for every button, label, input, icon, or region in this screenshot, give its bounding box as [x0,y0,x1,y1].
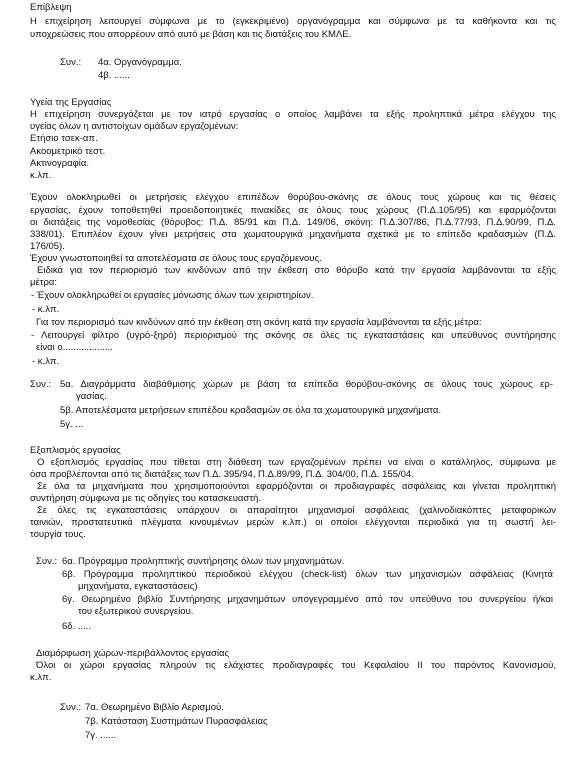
paragraph-line: κ.λπ. [30,672,52,683]
paragraph-line: υγείας όλων η αντιστοίχων ομάδων εργαζομένων: [30,121,239,132]
paragraph-line: Έχουν γνωστοποιηθεί τα αποτελέσματα σε όλους τους εργαζόμενους. [30,253,322,264]
attachments-label: Συν.: [36,556,58,567]
paragraph-line: Έχουν ολοκληρωθεί οι μετρήσεις ελέγχου επιπέδων θορύβου-σκόνης σε όλους τους χώρους και τις θέσεις [30,192,556,203]
attachment-item: 6α. Πρόγραμμα προληπτικής συντήρησης όλων των μηχανημάτων. [62,556,345,567]
paragraph-line: συντήρηση σύμφωνα με τις οδηγίες του κατασκευαστή. [30,493,261,504]
attachments-label: Συν.: [60,702,82,713]
attachment-item: 6δ. ..... [62,621,92,632]
section-heading: Διαμόρφωση χώρων-περιβάλλοντος εργασίας [36,648,230,659]
attachment-item: 5α. Διαγράμματα διαβάθμισης χώρων με βάση τα επίπεδα θορύβου-σκόνης σε όλους τους χώρους ερ- [60,379,553,390]
paragraph-line: 338/01). Επιπλέον έχουν γίνει μετρήσεις στα χωματουργικά μηχανήματα σχετικά με το επίπεδο κραδασμών (Π.Δ. [30,229,556,240]
measure-item: - κ.λπ. [32,304,60,315]
measure-item: είναι ο................... [36,342,113,353]
paragraph-line: ταινιών, προστατευτικά πλέγματα κινουμένων μερών κ.λπ.) οι οποίοι ελέγχονται περιοδικά για τη σωστή λει- [30,517,556,528]
attachment-item: 5β. Αποτελέσματα μετρήσεων επιπέδου κραδασμών σε όλα τα χωματουργικά μηχανήματα. [60,405,441,416]
attachment-item: 7α. Θεωρημένο Βιβλίο Αερισμού. [85,702,224,713]
attachment-item: του εξωτερικού συνεργείου. [78,606,194,617]
paragraph-line: Σε όλα τα μηχανήματα που χρησιμοποιούνται εφαρμόζονται οι προδιαγραφές ασφάλειας και γίνεται προληπτική [37,481,556,492]
measure-item: - Έχουν ολοκληρωθεί οι εργασίες μόνωσης όλων των χειριστηρίων. [31,290,314,301]
measure-item: - Λειτουργεί φίλτρο (υγρό-ξηρό) περιορισμού της σκόνης σε όλες τις εγκαταστάσεις και υπεύθυνος συντήρησης [31,330,556,341]
attachment-item: 5γ. ... [60,419,84,430]
attachment-item: γασίας. [76,391,107,402]
paragraph-line: Ειδικά για τον περιορισμό των κινδύνων από την έκθεση στο θόρυβο κατά την εργασία λαμβάνονται τα εξής [37,265,556,276]
paragraph-line: οι διατάξεις της νομοθεσίας (θόρυβος: Π.Δ. 85/91 και Π.Δ. 149/06, σκόνη: Π.Δ.307/86, Π.Δ.77/93, Π.Δ.90/99, Π.Δ. [30,217,556,228]
attachment-item: 6β. Πρόγραμμα προληπτικού περιοδικού ελέγχου (check-list) όλων των μηχανισμών ασφάλειας (Κινητά [62,569,553,580]
paragraph-line: Για τον περιορισμό των κινδύνων από την έκθεση στη σκόνη κατά την εργασία λαμβάνονται τα εξής μέτρα: [36,317,482,328]
health-check-item: κ.λπ. [30,170,52,181]
health-check-item: Ετήσιο τσεκ-απ. [30,133,98,144]
attachment-item: μηχανήματα, εγκαταστάσεις) [78,581,198,592]
paragraph-line: 176/05). [30,241,65,252]
paragraph-line: Σε όλες τις εγκαταστάσεις υπάρχουν οι απαραίτητοι μηχανισμοί ασφάλειας (χαλινοδιακόπτες μεταφορικών [37,505,556,516]
section-heading: Υγεία της Εργασίας [30,97,112,108]
paragraph-line: Όλοι οι χώροι εργασίας πληρούν τις ελάχιστες προδιαγραφές του Κεφαλαίου ΙΙ του παρόντος Κανονισμού, [36,660,556,671]
attachments-label: Συν.: [60,57,82,68]
paragraph-line: όσα προβλέπονται από τις διατάξεις των Π.Δ. 395/94, Π.Δ.89/99, Π.Δ. 304/00, Π.Δ. 155/04. [30,469,414,480]
paragraph-line: Η επιχείρηση λειτουργεί σύμφωνα με το (εγκεκριμένο) οργανόγραμμα και σύμφωνα με τα καθήκοντα και τις [30,16,556,27]
attachment-item: 6γ. Θεωρημένο βιβλίο Συντήρησης μηχανημάτων υπογεγραμμένο από τον υπεύθυνο του συνεργείου ή/και [62,594,553,605]
attachment-item: 4β. ...... [98,70,130,81]
paragraph-line: τουργία τους. [30,529,86,540]
paragraph-line: Η επιχείρηση συνεργάζεται με τον ιατρό εργασίας ο οποίος λαμβάνει τα εξής προληπτικά μέτρα ελέγχου της [30,109,556,120]
paragraph-line: Ο εξοπλισμός εργασίας που τίθεται στη διάθεση των εργαζομένων πρέπει να είναι ο κατάλληλος, σύμφωνα με [37,457,556,468]
paragraph-line: εργασίας, έχουν τοποθετηθεί προειδοποιητικές πινακίδες σε όλους τους χώρους (Π.Δ.105/95) και εφαρμόζονται [30,205,556,216]
attachments-label: Συν.: [30,379,52,390]
measure-item: - κ.λπ. [32,356,60,367]
paragraph-line: μέτρα: [30,277,57,288]
health-check-item: Ακοομετρικό τεστ. [30,146,106,157]
paragraph-line: υποχρεώσεις που απορρέουν από αυτό με βάση και τις διατάξεις του ΚΜΛΕ. [30,29,352,40]
section-heading: Επίβλεψη [30,2,72,13]
health-check-item: Ακτινογραφία. [30,158,90,169]
attachment-item: 7β. Κατάσταση Συστημάτων Πυρασφάλειας [85,716,268,727]
attachment-item: 4α. Οργανόγραμμα. [98,57,182,68]
section-heading: Εξοπλισμός εργασίας [30,445,121,456]
attachment-item: 7γ. ...... [85,730,117,741]
